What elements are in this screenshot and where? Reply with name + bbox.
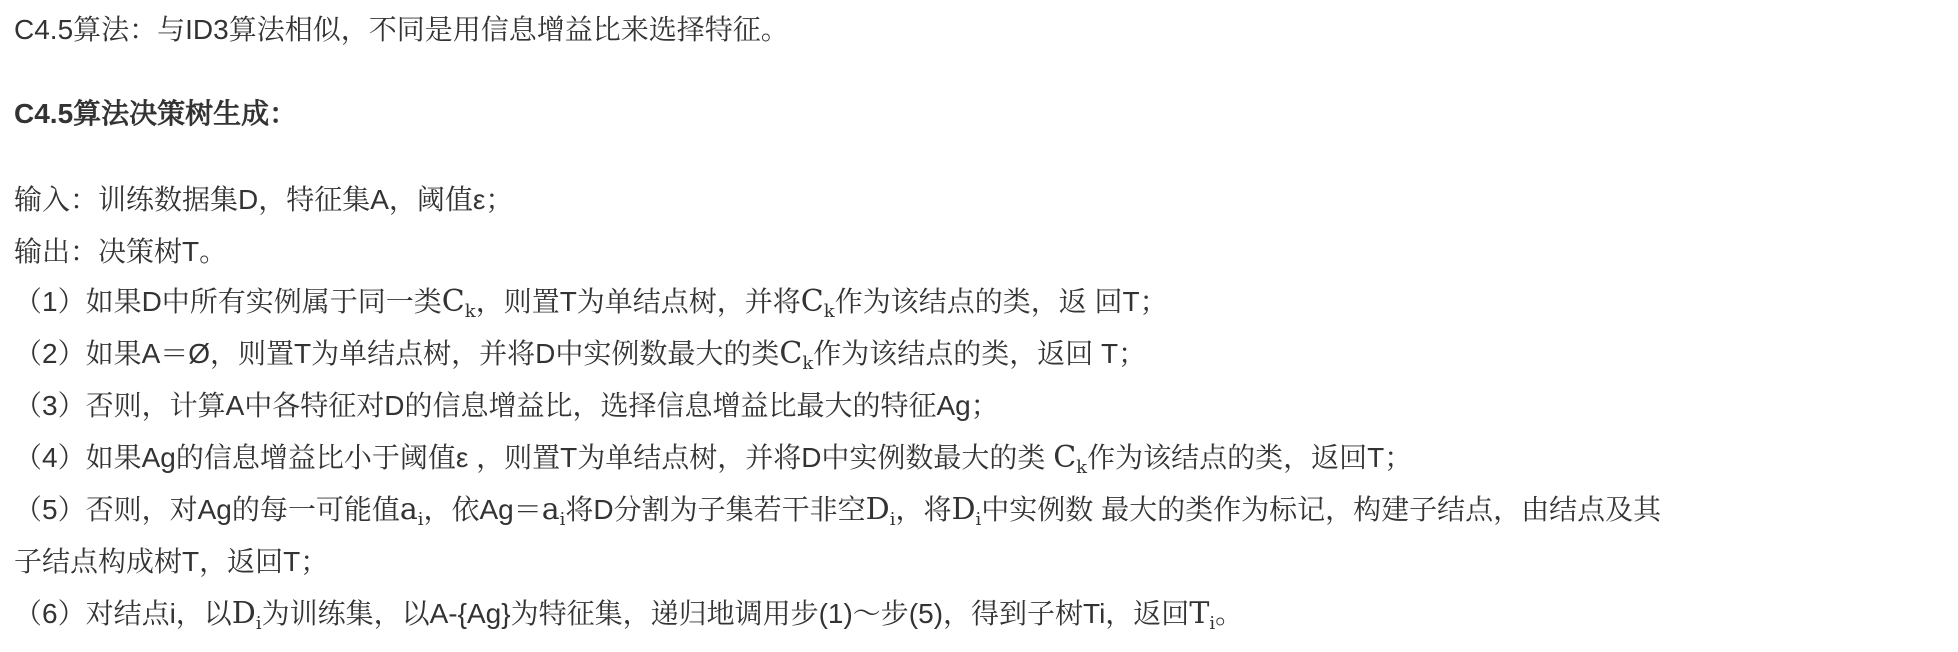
step-6	[14, 588, 1243, 640]
step-1-text: （1）如果D中所有实例属于同一类	[14, 286, 442, 317]
step-3-text: （3）否则，计算A中各特征对D的信息增益比，选择信息增益比最大的特征Ag；	[14, 390, 999, 421]
step-1	[14, 276, 1168, 328]
intro-paragraph: C4.5算法：与ID3算法相似，不同是用信息增益比来选择特征。	[14, 14, 789, 45]
step-6-text: （6）对结点i，以	[14, 598, 232, 629]
step-5-text: 中实例数 最大的类作为标记，构建子结点，由结点及其	[981, 494, 1662, 525]
math-t-i: $T_i$	[1189, 596, 1216, 634]
step-6-text: 。	[1215, 598, 1244, 629]
math-d-i: $D_i$	[865, 492, 896, 530]
step-5-text: （5）否则，对Ag的每一可能值	[14, 494, 400, 525]
math-d-i: $D_i$	[231, 596, 262, 634]
output-line: 输出：决策树T。	[14, 236, 228, 267]
step-4-text: （4）如果Ag的信息增益比小于阈值ε ，则置T为单结点树，并将D中实例数最大的类	[14, 442, 1054, 473]
step-5	[14, 484, 1661, 536]
step-3	[14, 380, 999, 432]
math-c-k: $C_k$	[1053, 440, 1088, 478]
step-4	[14, 432, 1412, 484]
step-5-continuation: 子结点构成树T，返回T；	[14, 546, 329, 577]
math-d-i: $D_i$	[951, 492, 982, 530]
math-a-i: $a_i$	[399, 492, 424, 530]
math-c-k: $C_k$	[779, 336, 814, 374]
step-5-text: 将D分割为子集若干非空	[565, 494, 866, 525]
step-2-text: （2）如果A＝Ø，则置T为单结点树，并将D中实例数最大的类	[14, 338, 780, 369]
step-4-text: 作为该结点的类，返回T；	[1087, 442, 1413, 473]
section-heading: C4.5算法决策树生成：	[14, 98, 298, 129]
step-1-text: 作为该结点的类，返 回T；	[834, 286, 1168, 317]
math-c-k: $C_k$	[441, 284, 476, 322]
math-c-k: $C_k$	[800, 284, 835, 322]
input-line: 输入：训练数据集D，特征集A，阈值ε；	[14, 184, 514, 215]
step-2	[14, 328, 1146, 380]
math-a-i: $a_i$	[541, 492, 566, 530]
step-5-text: ，将	[895, 494, 952, 525]
step-1-text: ，则置T为单结点树，并将	[475, 286, 801, 317]
step-5-text: ，依Ag＝	[423, 494, 542, 525]
step-2-text: 作为该结点的类，返回 T；	[813, 338, 1147, 369]
step-6-text: 为训练集，以A-{Ag}为特征集，递归地调用步(1)～步(5)，得到子树Ti，返回	[261, 598, 1190, 629]
